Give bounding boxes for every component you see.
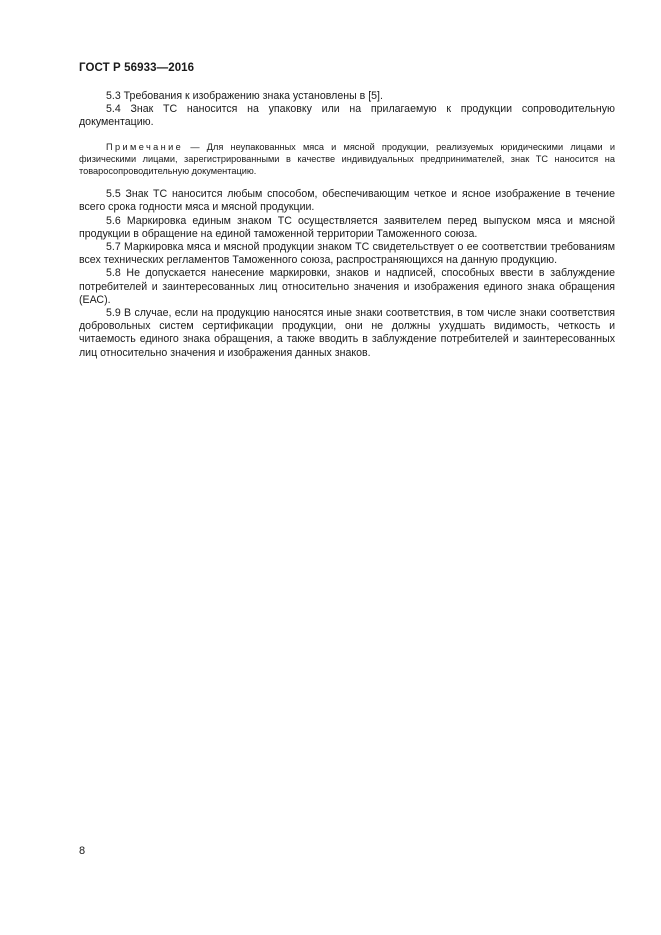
note-block [79, 141, 615, 178]
paragraph-5-8: 5.8 Не допускается нанесение маркировки, знаков и надписей, способных ввести в заблуждение потребителей и заинтересованных лиц относительно значения и изображения единого знака обращения (ЕАС). [79, 267, 615, 306]
paragraph-5-9: 5.9 В случае, если на продукцию наносятся иные знаки соответствия, в том числе знаки соответствия добровольных систем сертификации продукции, они не должны ухудшать видимость, четкость и читаемость единого знака обращения, а также вводить в заблуждение потребителей и заинтересованных лиц относительно значения и изображения данных знаков. [79, 307, 615, 359]
paragraph-5-6: 5.6 Маркировка единым знаком ТС осуществляется заявителем перед выпуском мяса и мясной продукции в обращение на единой таможенной территории Таможенного союза. [79, 214, 615, 240]
paragraph-5-3: 5.3 Требования к изображению знака установлены в [5]. [106, 90, 383, 102]
document-body [79, 90, 615, 360]
page-number: 8 [79, 845, 86, 857]
paragraph-5-7: 5.7 Маркировка мяса и мясной продукции знаком ТС свидетельствует о ее соответствии требованиям всех технических регламентов Таможенного союза, распространяющихся на данную продукцию. [79, 241, 615, 267]
document-header: ГОСТ Р 56933—2016 [79, 62, 195, 74]
paragraph-5-5: 5.5 Знак ТС наносится любым способом, обеспечивающим четкое и ясное изображение в течение всего срока годности мяса и мясной продукции. [79, 188, 615, 214]
note-text: — Для неупакованных мяса и мясной продукции, реализуемых юридическими лицами и физическими лицами, зарегистрированными в качестве индивидуальных предпринимателей, знак ТС наносится на товаросопроводительную документацию. [79, 141, 615, 177]
paragraph-5-4: 5.4 Знак ТС наносится на упаковку или на прилагаемую к продукции сопроводительную документацию. [79, 103, 615, 129]
note-label: Примечание [106, 141, 184, 152]
